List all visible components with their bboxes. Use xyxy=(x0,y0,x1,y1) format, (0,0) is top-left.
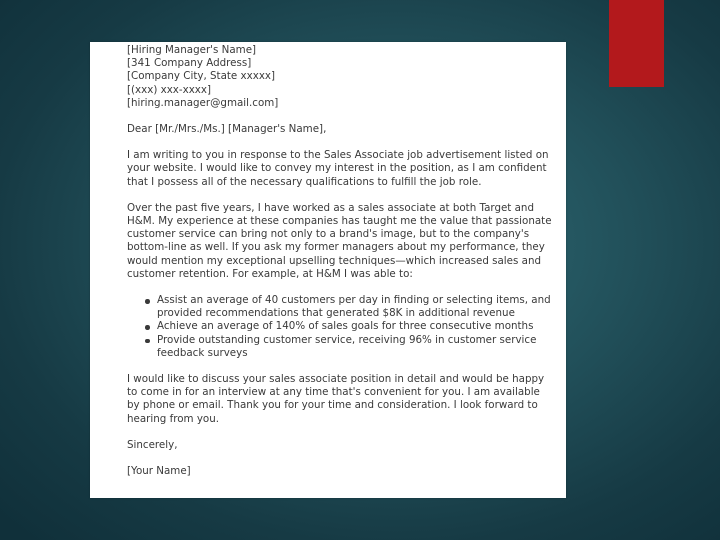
signature-name: [Your Name] xyxy=(127,465,191,478)
recipient-street-address: [341 Company Address] xyxy=(127,57,252,70)
red-accent-bar xyxy=(609,0,664,87)
achievement-item: Assist an average of 40 customers per day in finding or selecting items, and provided recommendations that generated $8K in additional revenue xyxy=(127,294,554,320)
recipient-address-block xyxy=(127,44,554,110)
achievements-list xyxy=(127,294,554,360)
recipient-email: [hiring.manager@gmail.com] xyxy=(127,96,279,109)
recipient-city-state: [Company City, State xxxxx] xyxy=(127,70,276,83)
recipient-name: [Hiring Manager's Name] xyxy=(127,44,257,56)
experience-paragraph: Over the past five years, I have worked as a sales associate at both Target and H&M. My experience at these companies has taught me the value that passionate customer service can bring not only to a brand's image, but to the company's bottom-line as well. If you ask my former managers about my performance, they would mention my exceptional upselling techniques—which increased sales and customer retention. For example, at H&M I was able to: xyxy=(127,201,552,280)
achievement-item: Provide outstanding customer service, receiving 96% in customer service feedback surveys xyxy=(127,334,554,360)
opening-paragraph: I am writing to you in response to the Sales Associate job advertisement listed on your website. I would like to convey my interest in the position, as I am confident that I possess all of the necessary qualifications to fulfill the job role. xyxy=(127,149,549,188)
closing-paragraph: I would like to discuss your sales associate position in detail and would be happy to come in for an interview at any time that's convenient for you. I am available by phone or email. Thank you for your time and consideration. I look forward to hearing from you. xyxy=(127,373,545,425)
recipient-phone: [(xxx) xxx-xxxx] xyxy=(127,83,211,96)
valediction: Sincerely, xyxy=(127,438,178,451)
cover-letter-document xyxy=(90,42,566,498)
salutation: Dear [Mr./Mrs./Ms.] [Manager's Name], xyxy=(127,123,327,136)
achievement-item: Achieve an average of 140% of sales goals for three consecutive months xyxy=(127,320,554,333)
